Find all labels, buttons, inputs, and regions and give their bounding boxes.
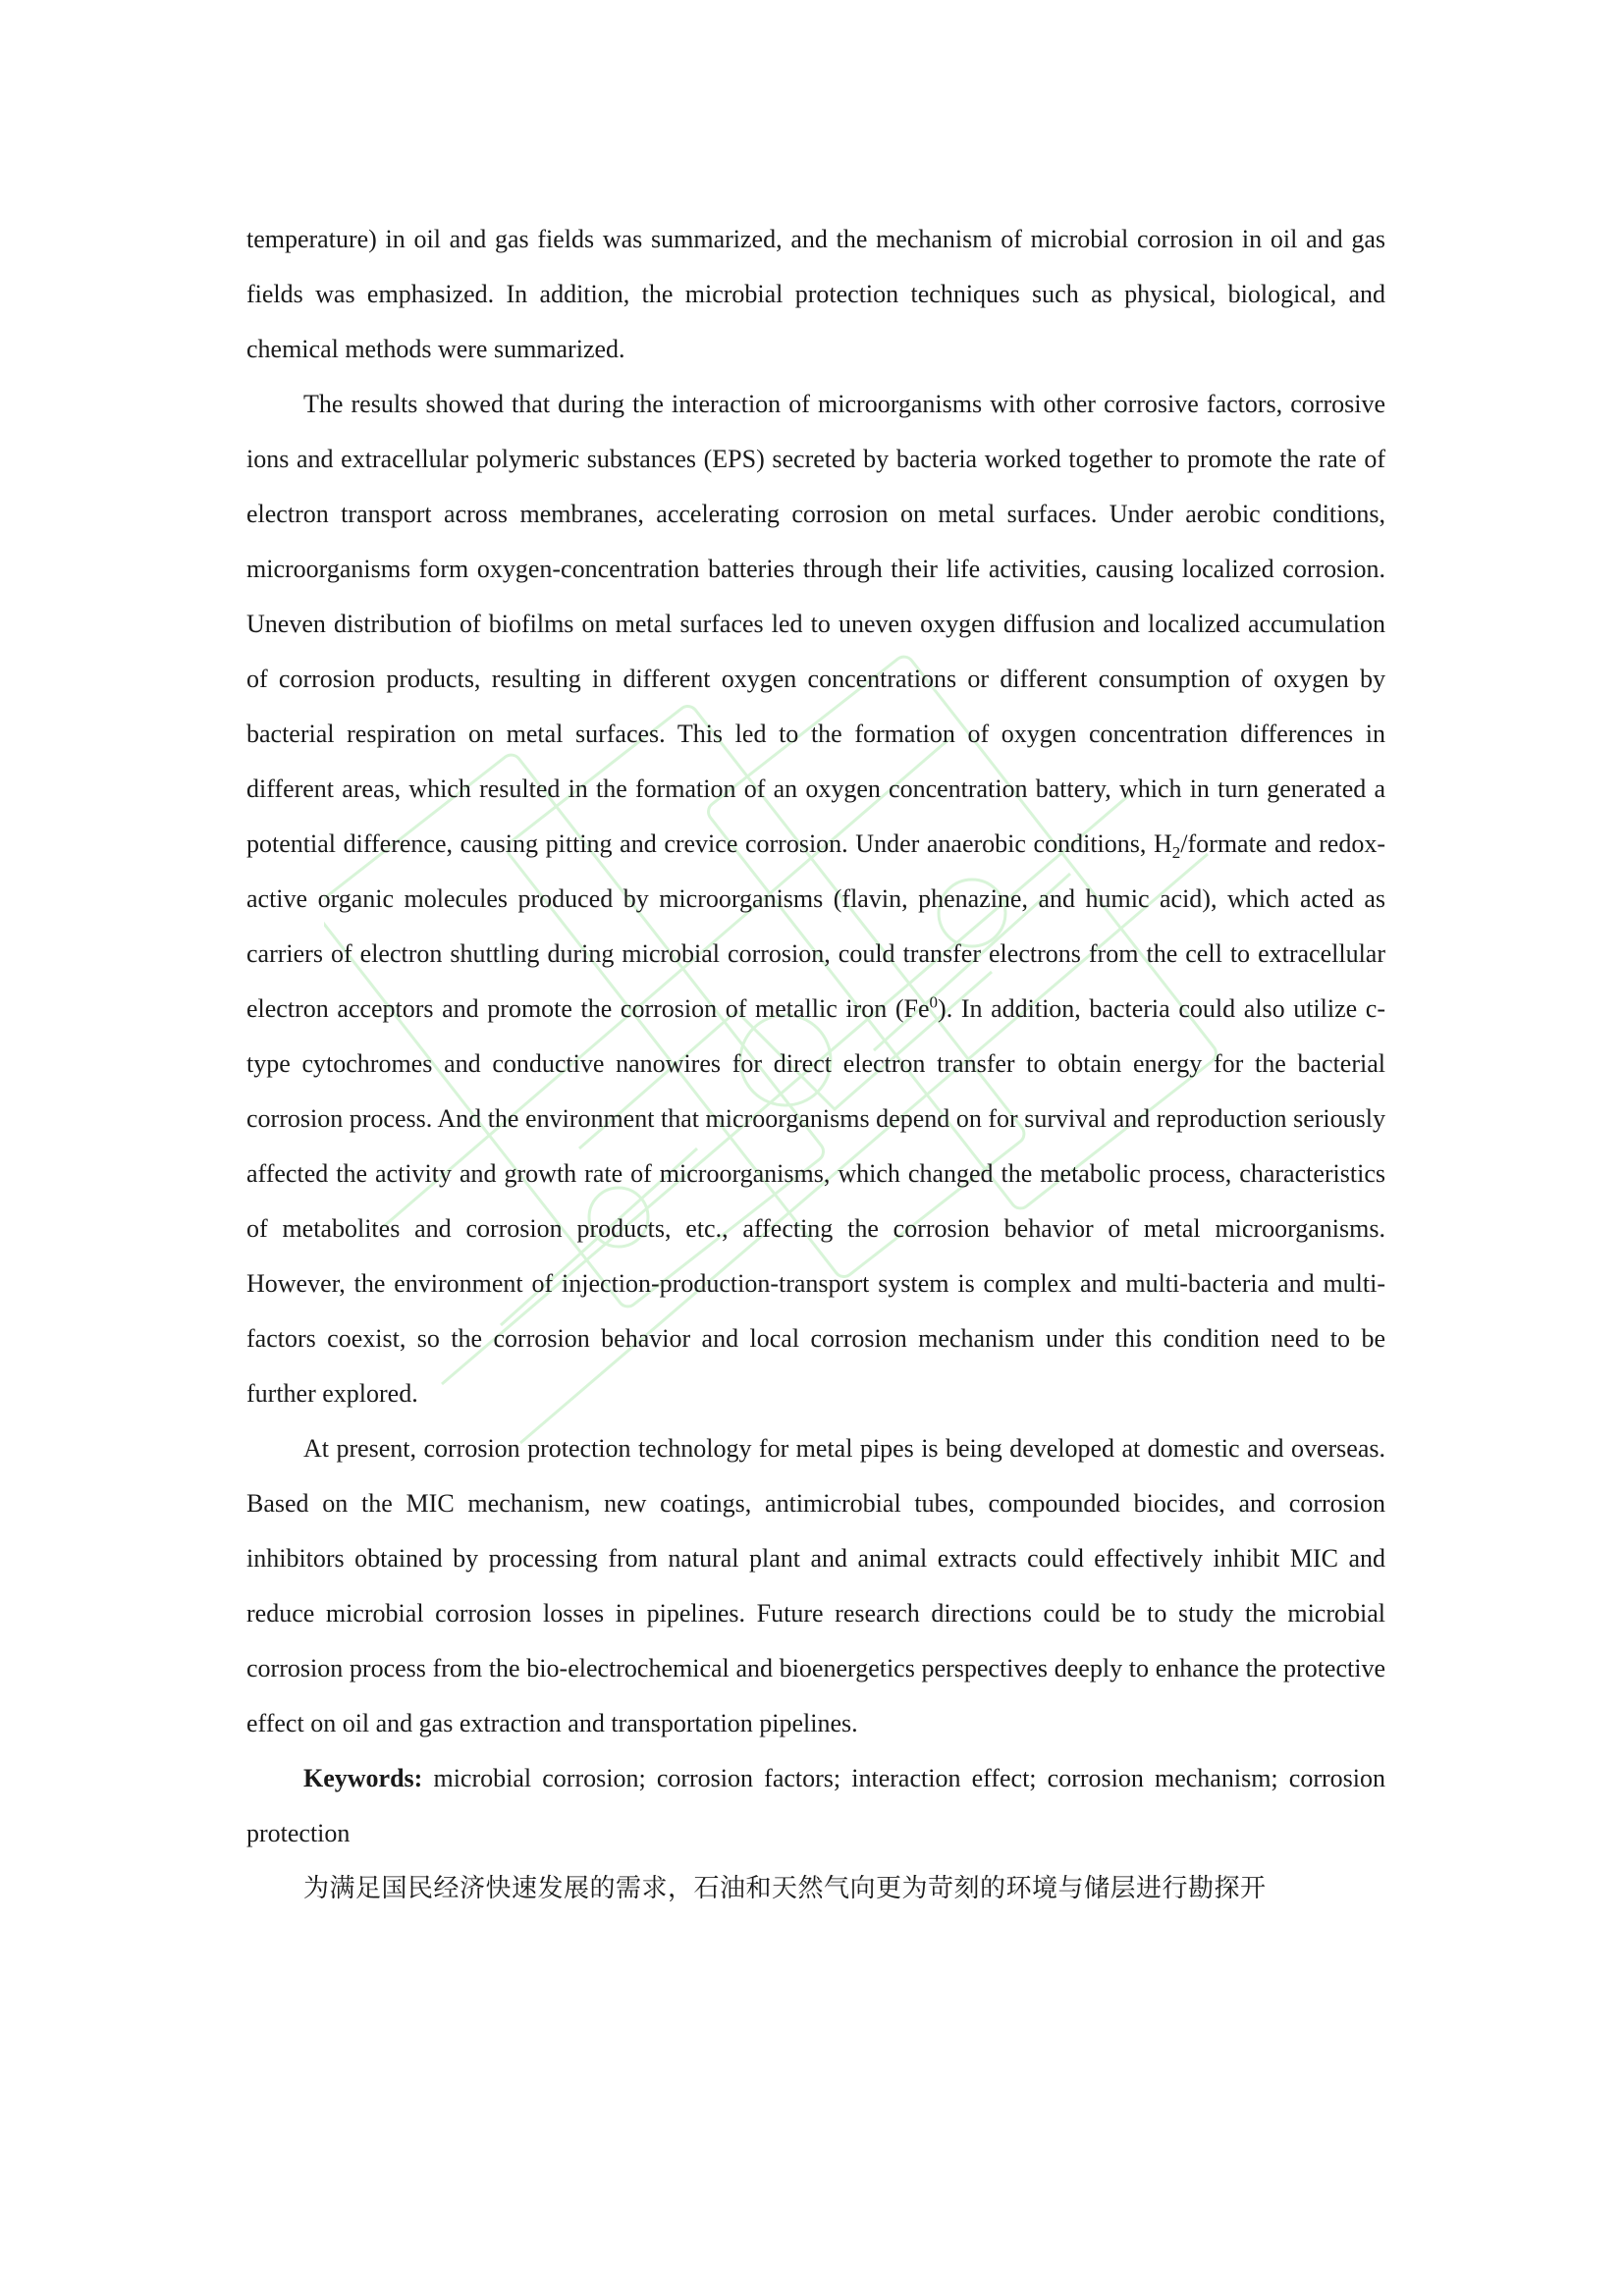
paragraph-2-part-3: ). In addition, bacteria could also utilize c-type cytochromes and conductive nanowires for direct electron transfer to obtain energy for the bacterial corrosion process. And the environment that microorganisms depend on for survival and reproduction seriously affected the activity and growth rate of microorganisms, which changed the metabolic process, characteristics of metabolites and corrosion products, etc., affecting the corrosion behavior of metal microorganisms. However, the environment of injection-production-transport system is complex and multi-bacteria and multi-factors coexist, so the corrosion behavior and local corrosion mechanism under this condition need to be further explored. [246,994,1385,1408]
paragraph-2-part-2: /formate and redox-active organic molecules produced by microorganisms (flavin, phenazine, and humic acid), which acted as carriers of electron shuttling during microbial corrosion, could transfer electrons from the cell to extracellular electron acceptors and promote the corrosion of metallic iron (Fe [246,829,1385,1023]
paragraph-3: At present, corrosion protection technology for metal pipes is being developed at domestic and overseas. Based on the MIC mechanism, new coatings, antimicrobial tubes, compounded biocides, and corrosion inhibitors obtained by processing from natural plant and animal extracts could effectively inhibit MIC and reduce microbial corrosion losses in pipelines. Future research directions could be to study the microbial corrosion process from the bio-electrochemical and bioenergetics perspectives deeply to enhance the protective effect on oil and gas extraction and transportation pipelines. [246,1434,1385,1737]
subscript-2: 2 [1171,843,1181,863]
keywords-label: Keywords: [303,1764,423,1792]
keywords [246,1751,1385,1861]
keywords-text: microbial corrosion; corrosion factors; interaction effect; corrosion mechanism; corrosion protection [246,1764,1385,1847]
superscript-0: 0 [929,992,939,1012]
paragraph-2 [246,377,1385,1421]
chinese-line: 为满足国民经济快速发展的需求，石油和天然气向更为苛刻的环境与储层进行勘探开 [303,1874,1267,1903]
paragraph-1: temperature) in oil and gas fields was summarized, and the mechanism of microbial corrosion in oil and gas fields was emphasized. In addition, the microbial protection techniques such as physical, biological, and chemical methods were summarized. [246,225,1385,363]
body-text [246,212,1385,1916]
paragraph-2-part-1: The results showed that during the interaction of microorganisms with other corrosive factors, corrosive ions and extracellular polymeric substances (EPS) secreted by bacteria worked together to promote the rate of electron transport across membranes, accelerating corrosion on metal surfaces. Under aerobic conditions, microorganisms form oxygen-concentration batteries through their life activities, causing localized corrosion. Uneven distribution of biofilms on metal surfaces led to uneven oxygen diffusion and localized accumulation of corrosion products, resulting in different oxygen concentrations or different consumption of oxygen by bacterial respiration on metal surfaces. This led to the formation of oxygen concentration differences in different areas, which resulted in the formation of an oxygen concentration battery, which in turn generated a potential difference, causing pitting and crevice corrosion. Under anaerobic conditions, H [246,390,1385,858]
